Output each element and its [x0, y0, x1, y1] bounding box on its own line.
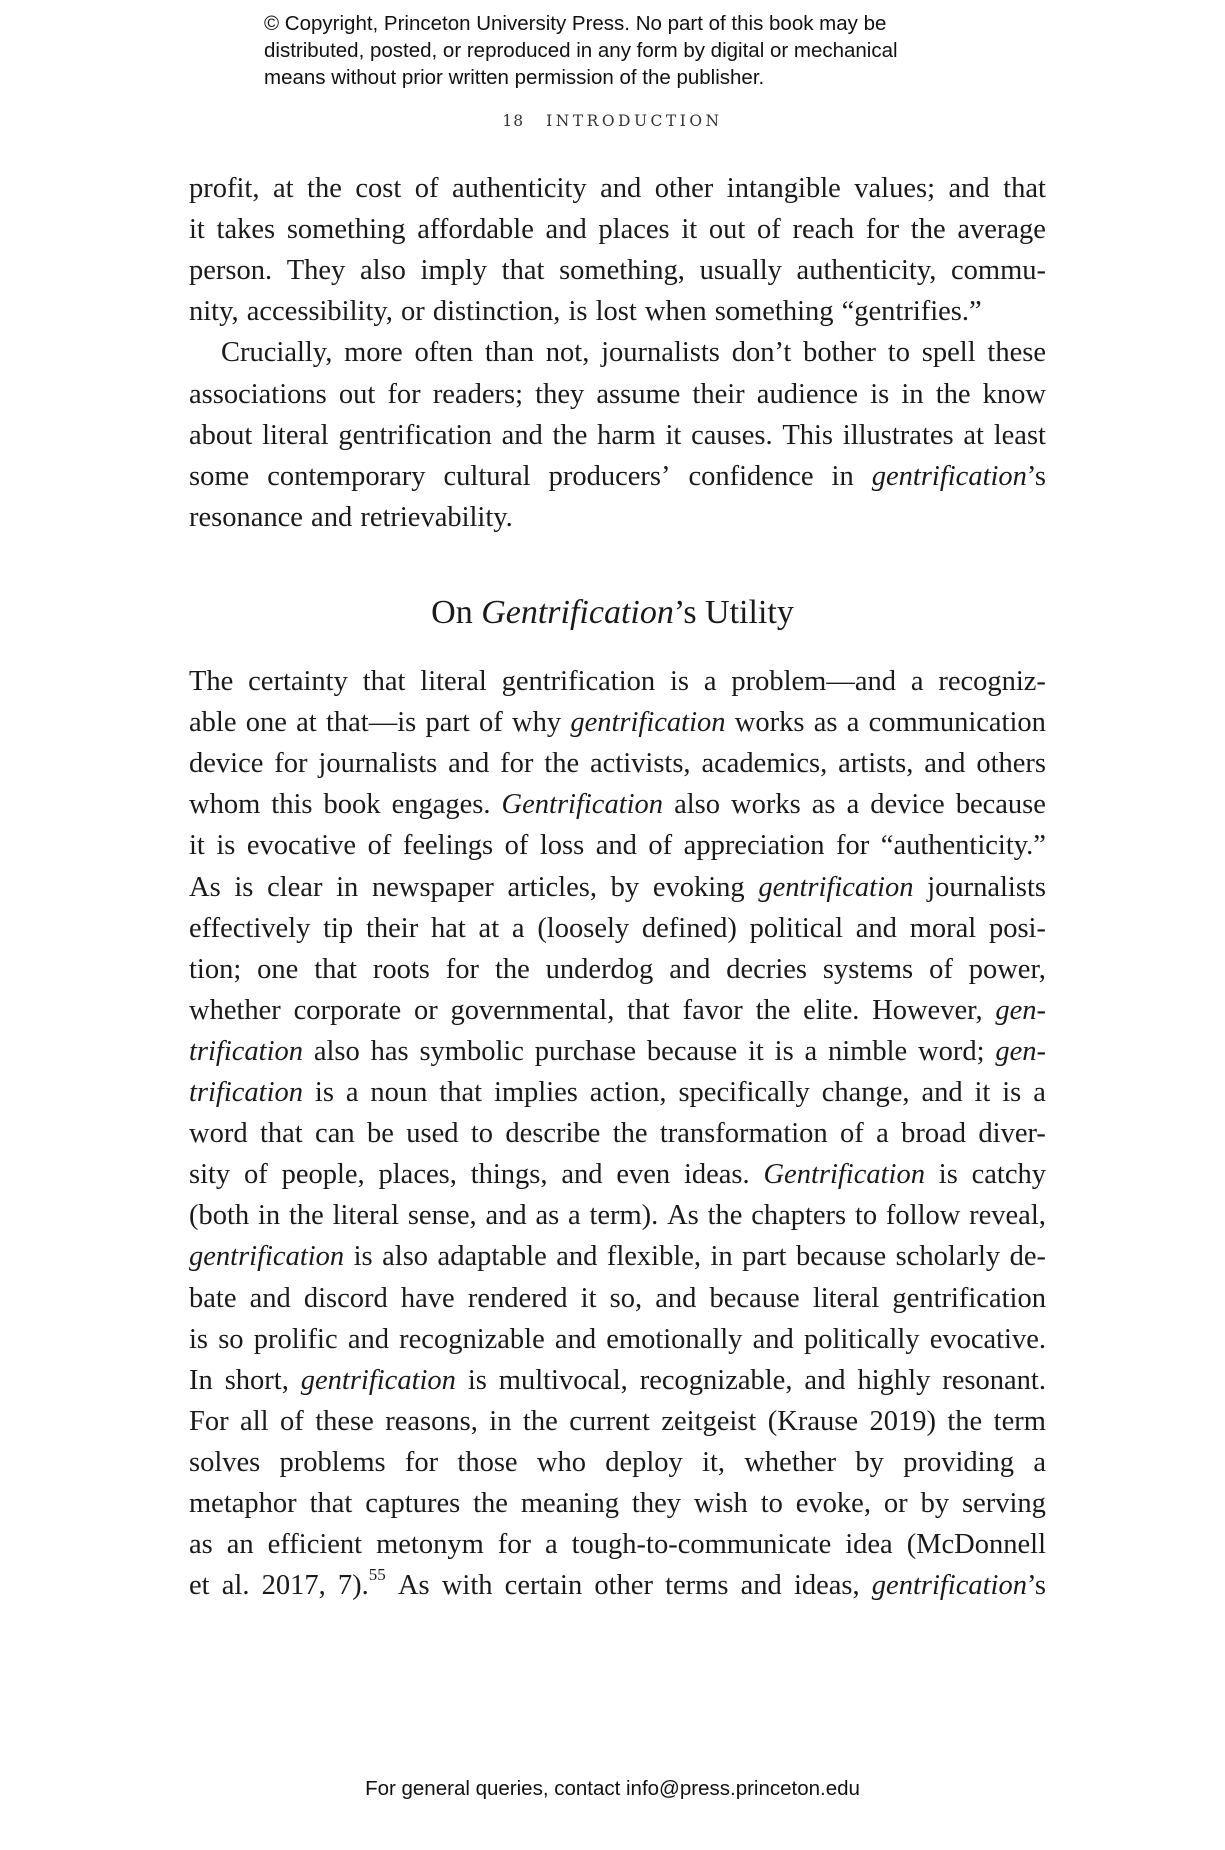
copyright-line: distributed, posted, or reproduced in any form by digital or mechanical	[264, 39, 898, 62]
text-line: is so prolific and recognizable and emotionally and politically evocative.	[189, 1323, 1046, 1355]
text-line: The certainty that literal gentrification is a problem—and a recogniz-	[189, 666, 1046, 698]
running-head-title: INTRODUCTION	[546, 112, 723, 130]
copyright-line: means without prior written permission of the publisher.	[264, 66, 765, 89]
text-line: about literal gentrification and the harm it causes. This illustrates at least	[189, 419, 1046, 451]
text-line: For all of these reasons, in the current zeitgeist (Krause 2019) the term	[189, 1405, 1046, 1437]
text-line: tion; one that roots for the underdog and decries systems of power,	[189, 953, 1046, 985]
text-line: device for journalists and for the activists, academics, artists, and others	[189, 748, 1046, 780]
text-line: trification also has symbolic purchase because it is a nimble word; gen-	[189, 1035, 1046, 1067]
section-heading: On Gentrification’s Utility	[431, 594, 794, 631]
copyright-notice	[264, 10, 1024, 91]
paragraph-block-continued	[189, 164, 1046, 534]
text-line: effectively tip their hat at a (loosely defined) political and moral posi-	[189, 912, 1046, 944]
text-line: solves problems for those who deploy it, whether by providing a	[189, 1446, 1046, 1478]
paragraph-block	[189, 657, 1046, 1602]
text-line: word that can be used to describe the transformation of a broad diver-	[189, 1118, 1046, 1150]
text-line: sity of people, places, things, and even ideas. Gentrification is catchy	[189, 1159, 1046, 1191]
text-line: bate and discord have rendered it so, and because literal gentrification	[189, 1282, 1046, 1314]
text-line: et al. 2017, 7).$^{55}$ As with certain other terms and ideas, gentrification’s	[189, 1565, 1046, 1602]
text-line: associations out for readers; they assume their audience is in the know	[189, 378, 1046, 410]
text-line: as an efficient metonym for a tough-to-communicate idea (McDonnell	[189, 1529, 1046, 1561]
copyright-line: © Copyright, Princeton University Press. No part of this book may be	[264, 12, 887, 35]
footer-contact: For general queries, contact info@press.princeton.edu	[365, 1777, 860, 1800]
text-line: resonance and retrievability.	[189, 501, 513, 533]
text-line: whether corporate or governmental, that favor the elite. However, gen-	[189, 994, 1046, 1026]
text-line: nity, accessibility, or distinction, is lost when something “gentrifies.”	[189, 296, 982, 328]
text-line: able one at that—is part of why gentrification works as a communication	[189, 707, 1046, 739]
text-line: gentrification is also adaptable and flexible, in part because scholarly de-	[189, 1241, 1046, 1273]
text-line: metaphor that captures the meaning they wish to evoke, or by serving	[189, 1487, 1046, 1519]
text-line: whom this book engages. Gentrification also works as a device because	[189, 789, 1046, 821]
text-line: profit, at the cost of authenticity and other intangible values; and that	[189, 173, 1046, 205]
text-line: trification is a noun that implies action, specifically change, and it is a	[189, 1077, 1046, 1109]
footnote-marker[interactable]: 55	[368, 1565, 386, 1585]
text-line: (both in the literal sense, and as a term). As the chapters to follow reveal,	[189, 1200, 1046, 1232]
page-number: 18	[502, 112, 525, 130]
text-line: As is clear in newspaper articles, by evoking gentrification journalists	[189, 871, 1046, 903]
text-line: Crucially, more often than not, journalists don’t bother to spell these	[221, 337, 1046, 369]
text-line: person. They also imply that something, usually authenticity, commu-	[189, 255, 1046, 287]
running-head	[0, 112, 1225, 130]
text-line: In short, gentrification is multivocal, recognizable, and highly resonant.	[189, 1364, 1046, 1396]
text-line: it takes something affordable and places it out of reach for the average	[189, 214, 1046, 246]
text-line: some contemporary cultural producers’ confidence in gentrification’s	[189, 460, 1046, 492]
text-line: it is evocative of feelings of loss and of appreciation for “authenticity.”	[189, 830, 1046, 862]
